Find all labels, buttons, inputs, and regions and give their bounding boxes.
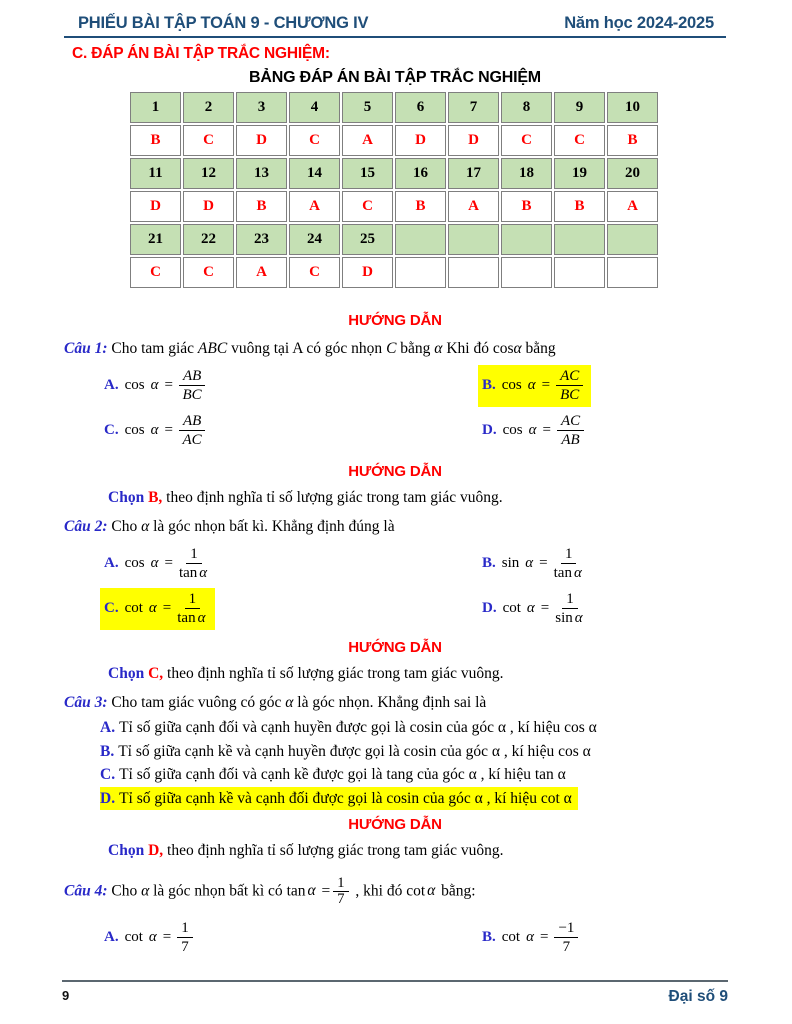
denominator: 7 — [337, 891, 345, 908]
solution-2 — [64, 665, 726, 683]
answer-cell — [607, 257, 658, 288]
alpha-symbol: α — [526, 929, 534, 946]
answer-cell: B — [554, 191, 605, 222]
answer-cell: C — [183, 125, 234, 156]
question-number-cell: 19 — [554, 158, 605, 189]
alpha-symbol: α — [528, 422, 537, 438]
numerator: AC — [557, 413, 584, 432]
question-number-cell: 7 — [448, 92, 499, 123]
numerator: 1 — [562, 591, 578, 610]
chon-label: Chọn — [108, 842, 145, 859]
solution-1 — [64, 489, 726, 507]
numerator: 1 — [185, 591, 201, 610]
alpha-symbol: α — [150, 555, 159, 571]
question-4 — [64, 876, 726, 907]
numerator: AC — [556, 368, 583, 387]
answer-cell — [554, 257, 605, 288]
alpha-symbol: α — [525, 555, 534, 571]
question-2 — [64, 516, 726, 537]
solution-text: theo định nghĩa tỉ số lượng giác trong tam giác vuông. — [166, 489, 503, 506]
question-4-text: Cho — [111, 882, 138, 900]
option-b — [478, 541, 726, 586]
alpha-symbol: α — [513, 340, 522, 357]
denominator: BC — [560, 387, 580, 403]
question-number-cell: 11 — [130, 158, 181, 189]
fn: sin — [501, 555, 520, 571]
question-4-options — [64, 915, 726, 960]
math-abc: ABC — [197, 340, 228, 357]
answer-cell: D — [395, 125, 446, 156]
numerator: 1 — [177, 920, 193, 939]
alpha-symbol: α — [285, 694, 294, 711]
table-row — [130, 92, 658, 123]
question-number-cell — [448, 224, 499, 255]
alpha-symbol: α — [148, 600, 157, 616]
answer-cell: C — [554, 125, 605, 156]
table-row — [130, 158, 658, 189]
alpha-symbol: α — [150, 422, 159, 438]
option-c-label: C. — [100, 766, 116, 783]
fraction — [555, 591, 584, 627]
alpha-symbol: α — [150, 377, 159, 393]
cot-function: cot — [406, 882, 426, 900]
alpha-symbol: α — [141, 882, 150, 900]
solution-text: theo định nghĩa tỉ số lượng giác trong tam giác vuông. — [167, 665, 504, 682]
denominator — [177, 609, 207, 627]
answer-cell: B — [395, 191, 446, 222]
answer-cell: B — [130, 125, 181, 156]
option-a-label: A. — [104, 555, 119, 571]
question-4-text2: là góc nhọn bất kì có — [153, 882, 283, 900]
option-c-highlighted — [100, 586, 478, 631]
solution-3 — [64, 842, 726, 860]
option-d-highlighted — [100, 787, 578, 811]
footer-label: Đại số 9 — [668, 988, 728, 1005]
question-number-cell: 5 — [342, 92, 393, 123]
question-3-label: Câu 3: — [64, 694, 108, 711]
option-b — [100, 740, 726, 764]
answer-cell: C — [501, 125, 552, 156]
equals: = — [162, 600, 172, 616]
numerator: 1 — [186, 546, 202, 565]
equals: = — [162, 929, 172, 946]
question-1-options — [64, 363, 726, 453]
answer-cell: C — [130, 257, 181, 288]
numerator: AB — [179, 368, 205, 387]
alpha-symbol: α — [199, 565, 208, 581]
chon-label: Chọn — [108, 489, 145, 506]
alpha-symbol: α — [141, 518, 150, 535]
equals: = — [540, 600, 550, 616]
option-a-label: A. — [104, 929, 119, 946]
fraction — [179, 368, 205, 404]
question-number-cell: 21 — [130, 224, 181, 255]
fn: cos — [124, 422, 145, 438]
equals: = — [164, 422, 173, 438]
fn: tan — [177, 610, 196, 626]
denominator: BC — [182, 387, 202, 403]
fraction — [554, 920, 578, 956]
alpha-symbol: α — [526, 600, 535, 616]
guide-heading-3: HƯỚNG DẪN — [348, 639, 442, 656]
question-number-cell: 15 — [342, 158, 393, 189]
fraction — [554, 546, 584, 582]
answer-letter: D, — [148, 842, 164, 859]
denominator: AC — [182, 432, 202, 448]
question-1-text3: bằng — [400, 340, 431, 357]
denominator: 7 — [562, 939, 571, 956]
header-title-left: PHIẾU BÀI TẬP TOÁN 9 - CHƯƠNG IV — [78, 14, 369, 32]
question-number-cell — [607, 224, 658, 255]
answer-cell: C — [289, 125, 340, 156]
option-a — [100, 915, 478, 960]
question-number-cell: 9 — [554, 92, 605, 123]
question-1-text4: Khi đó — [446, 340, 489, 357]
guide-heading-1: HƯỚNG DẪN — [348, 312, 442, 329]
denominator: AB — [561, 432, 580, 448]
fraction — [556, 368, 583, 404]
question-number-cell: 12 — [183, 158, 234, 189]
answer-cell: A — [448, 191, 499, 222]
answer-cell: D — [130, 191, 181, 222]
option-d-label: D. — [482, 422, 497, 438]
option-a-label: A. — [104, 377, 119, 393]
equals: = — [539, 555, 548, 571]
alpha-symbol: α — [573, 565, 582, 581]
question-number-cell: 20 — [607, 158, 658, 189]
option-a — [100, 716, 726, 740]
option-b-text: Tỉ số giữa cạnh kề và cạnh huyền được gọi là cosin của góc α , kí hiệu cos α — [118, 742, 591, 760]
question-3-options — [64, 716, 726, 810]
equals: = — [321, 882, 331, 900]
option-a — [100, 363, 478, 408]
question-number-cell: 18 — [501, 158, 552, 189]
answer-cell: B — [236, 191, 287, 222]
option-d-text: Tỉ số giữa cạnh kề và cạnh đối được gọi là cosin của góc α , kí hiệu cot α — [119, 789, 572, 807]
alpha-symbol: α — [574, 610, 583, 626]
answer-cell: D — [236, 125, 287, 156]
question-1-label: Câu 1: — [64, 340, 108, 357]
equals: = — [542, 422, 551, 438]
fn: cot — [501, 929, 521, 946]
fn: tan — [553, 565, 572, 581]
question-number-cell: 6 — [395, 92, 446, 123]
question-1-text2: vuông tại A có góc nhọn — [231, 340, 383, 357]
question-3 — [64, 692, 726, 713]
question-number-cell: 22 — [183, 224, 234, 255]
highlight-correct-answer — [100, 588, 215, 630]
option-d — [478, 408, 726, 453]
guide-heading-2: HƯỚNG DẪN — [348, 463, 442, 480]
answer-cell: C — [289, 257, 340, 288]
denominator — [179, 564, 209, 582]
solution-text: theo định nghĩa tỉ số lượng giác trong tam giác vuông. — [167, 842, 504, 859]
question-2-text2: là góc nhọn bất kì. Khẳng định đúng là — [153, 518, 395, 535]
option-b-label: B. — [482, 377, 496, 393]
answer-key-table — [128, 90, 660, 290]
answer-table-title: BẢNG ĐÁP ÁN BÀI TẬP TRẮC NGHIỆM — [249, 69, 541, 86]
question-number-cell: 25 — [342, 224, 393, 255]
highlight-correct-answer — [478, 365, 591, 407]
option-c — [100, 763, 726, 787]
fn: cos — [502, 422, 523, 438]
question-number-cell — [554, 224, 605, 255]
chon-label: Chọn — [108, 665, 145, 682]
fn: cos — [124, 377, 145, 393]
option-d-label: D. — [482, 600, 497, 616]
option-d — [478, 586, 726, 631]
answer-cell — [395, 257, 446, 288]
section-heading: C. ĐÁP ÁN BÀI TẬP TRẮC NGHIỆM: — [72, 45, 330, 62]
question-2-text: Cho — [111, 518, 138, 535]
option-c-text: Tỉ số giữa cạnh đối và cạnh kề được gọi là tang của góc α , kí hiệu tan α — [119, 766, 566, 783]
denominator: 7 — [181, 939, 189, 956]
question-1-text: Cho tam giác — [111, 340, 195, 357]
equals: = — [541, 377, 551, 393]
answer-cell: B — [607, 125, 658, 156]
fn: cos — [124, 555, 145, 571]
option-b — [478, 915, 726, 960]
fraction — [179, 546, 209, 582]
answer-cell: D — [342, 257, 393, 288]
tan-function: tan — [286, 882, 306, 900]
answer-letter: C, — [148, 665, 164, 682]
numerator: AB — [179, 413, 205, 432]
fn: tan — [178, 565, 198, 581]
answer-cell: C — [342, 191, 393, 222]
question-number-cell: 24 — [289, 224, 340, 255]
question-number-cell: 10 — [607, 92, 658, 123]
alpha-symbol: α — [148, 929, 157, 946]
fn: cot — [124, 929, 143, 946]
page-header — [64, 14, 726, 38]
option-b-highlighted — [478, 363, 726, 408]
fraction — [333, 876, 348, 907]
question-number-cell — [501, 224, 552, 255]
question-number-cell: 8 — [501, 92, 552, 123]
answer-cell — [448, 257, 499, 288]
numerator: 1 — [333, 876, 348, 892]
guide-heading-4: HƯỚNG DẪN — [348, 816, 442, 833]
question-number-cell: 17 — [448, 158, 499, 189]
question-number-cell — [395, 224, 446, 255]
fraction — [177, 920, 193, 956]
option-b-label: B. — [100, 742, 115, 760]
answer-cell: A — [236, 257, 287, 288]
question-2-options — [64, 541, 726, 631]
fn: cot — [502, 600, 521, 616]
option-b-label: B. — [482, 929, 496, 946]
fraction — [177, 591, 207, 627]
option-c-label: C. — [104, 600, 119, 616]
answer-cell: D — [448, 125, 499, 156]
answer-cell: C — [183, 257, 234, 288]
answer-cell: A — [607, 191, 658, 222]
question-4-text4: bằng: — [441, 882, 476, 900]
answer-cell: B — [501, 191, 552, 222]
numerator: 1 — [561, 546, 577, 565]
header-title-right: Năm học 2024-2025 — [564, 14, 714, 32]
fraction — [179, 413, 205, 449]
table-row — [130, 125, 658, 156]
option-d-label: D. — [100, 789, 116, 807]
alpha-symbol: α — [427, 882, 436, 900]
option-b-label: B. — [482, 555, 496, 571]
numerator: −1 — [554, 920, 578, 939]
question-4-text3: , khi đó — [355, 882, 403, 900]
equals: = — [164, 377, 173, 393]
table-row — [130, 191, 658, 222]
question-2-label: Câu 2: — [64, 518, 108, 535]
alpha-symbol: α — [197, 610, 206, 626]
answer-cell: D — [183, 191, 234, 222]
alpha-symbol: α — [307, 882, 316, 900]
table-row — [130, 224, 658, 255]
page-number: 9 — [62, 988, 70, 1003]
denominator — [554, 564, 584, 582]
question-number-cell: 14 — [289, 158, 340, 189]
question-number-cell: 4 — [289, 92, 340, 123]
equals: = — [539, 929, 549, 946]
answer-cell — [501, 257, 552, 288]
question-1 — [64, 338, 726, 359]
question-number-cell: 23 — [236, 224, 287, 255]
question-number-cell: 16 — [395, 158, 446, 189]
option-a-label: A. — [100, 719, 116, 736]
question-number-cell: 1 — [130, 92, 181, 123]
answer-letter: B, — [148, 489, 163, 506]
alpha-symbol: α — [527, 377, 536, 393]
answer-cell: A — [289, 191, 340, 222]
option-c-label: C. — [104, 422, 119, 438]
fraction — [557, 413, 584, 449]
question-number-cell: 13 — [236, 158, 287, 189]
question-4-label: Câu 4: — [64, 882, 108, 900]
fn: cot — [124, 600, 143, 616]
option-c — [100, 408, 478, 453]
cos-function: cos — [492, 340, 514, 357]
question-number-cell: 3 — [236, 92, 287, 123]
math-c: C — [386, 340, 397, 357]
option-a-text: Tỉ số giữa cạnh đối và cạnh huyền được gọi là cosin của góc α , kí hiệu cos α — [119, 719, 597, 736]
denominator — [555, 609, 584, 627]
fn: cos — [501, 377, 522, 393]
question-3-text2: là góc nhọn. Khẳng định sai là — [297, 694, 487, 711]
alpha-symbol: α — [434, 340, 443, 357]
question-3-text: Cho tam giác vuông có góc — [111, 694, 282, 711]
answer-key-table-body — [130, 92, 658, 288]
question-number-cell: 2 — [183, 92, 234, 123]
answer-cell: A — [342, 125, 393, 156]
option-a — [100, 541, 478, 586]
page-footer — [62, 980, 728, 1006]
fn: sin — [555, 610, 573, 626]
equals: = — [164, 555, 173, 571]
question-1-text5: bằng — [525, 340, 556, 357]
table-row — [130, 257, 658, 288]
